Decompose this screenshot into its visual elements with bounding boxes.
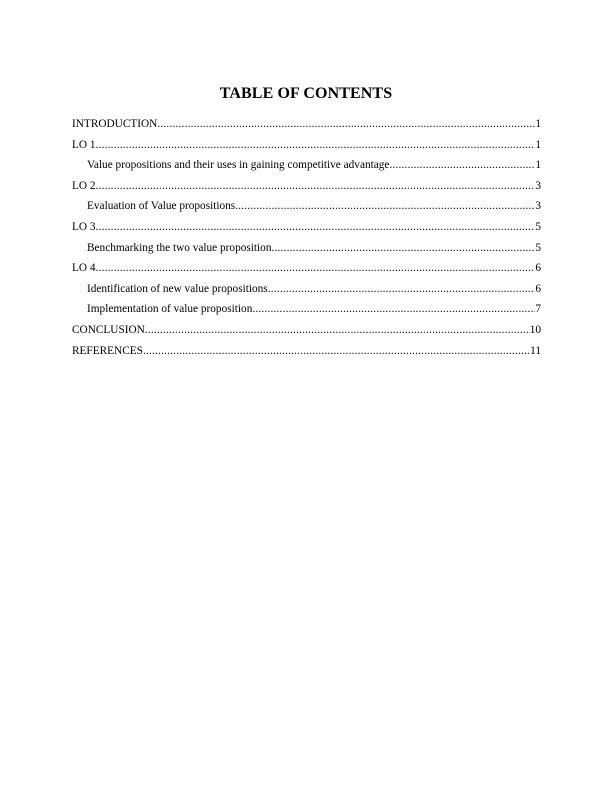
toc-dot-leader [96,219,536,236]
toc-entry[interactable] [72,198,541,219]
toc-entry[interactable] [72,219,541,240]
toc-dot-leader [252,301,535,318]
toc-entry[interactable] [72,157,541,178]
toc-dot-leader [143,343,530,360]
toc-entry[interactable] [72,137,541,158]
toc-entry[interactable] [72,322,541,343]
toc-entry[interactable] [72,240,541,261]
toc-page-number: 6 [535,262,541,275]
toc-entry-label: LO 4 [72,262,96,275]
toc-page-number: 11 [530,344,541,357]
toc-entry[interactable] [72,301,541,322]
toc-entry-label: CONCLUSION [72,323,145,336]
toc-entry-label: Benchmarking the two value proposition [87,241,272,254]
toc-entry-label: Value propositions and their uses in gaining competitive advantage [87,159,390,172]
toc-dot-leader [96,178,536,195]
toc-page-number: 1 [535,159,541,172]
toc-page-number: 6 [535,282,541,295]
toc-entry[interactable] [72,178,541,199]
toc-dot-leader [271,240,535,257]
toc-entry[interactable] [72,281,541,302]
toc-dot-leader [268,281,536,298]
toc-dot-leader [157,116,535,133]
toc-page-number: 5 [535,220,541,233]
toc-entry-label: LO 2 [72,179,96,192]
toc-page-number: 10 [529,323,541,336]
toc-entry[interactable] [72,343,541,364]
toc-page-number: 1 [535,118,541,130]
toc-entry-label: Evaluation of Value propositions [87,200,236,213]
table-of-contents [72,116,541,363]
toc-page-number: 3 [535,200,541,213]
toc-entry-label: INTRODUCTION [72,118,158,130]
toc-entry[interactable] [72,116,541,137]
toc-dot-leader [389,157,535,174]
toc-dot-leader [145,322,530,339]
toc-dot-leader [96,260,536,277]
toc-page-number: 1 [535,138,541,151]
toc-entry-label: Identification of new value propositions [87,282,268,295]
toc-page-number: 5 [535,241,541,254]
toc-entry-label: LO 1 [72,138,96,151]
toc-heading: TABLE OF CONTENTS [219,85,393,102]
toc-page-number: 7 [535,303,541,316]
toc-dot-leader [235,198,535,215]
toc-entry[interactable] [72,260,541,281]
toc-dot-leader [96,137,536,154]
toc-entry-label: REFERENCES [72,344,143,357]
toc-page-number: 3 [535,179,541,192]
toc-entry-label: Implementation of value proposition [87,303,253,316]
toc-entry-label: LO 3 [72,220,96,233]
